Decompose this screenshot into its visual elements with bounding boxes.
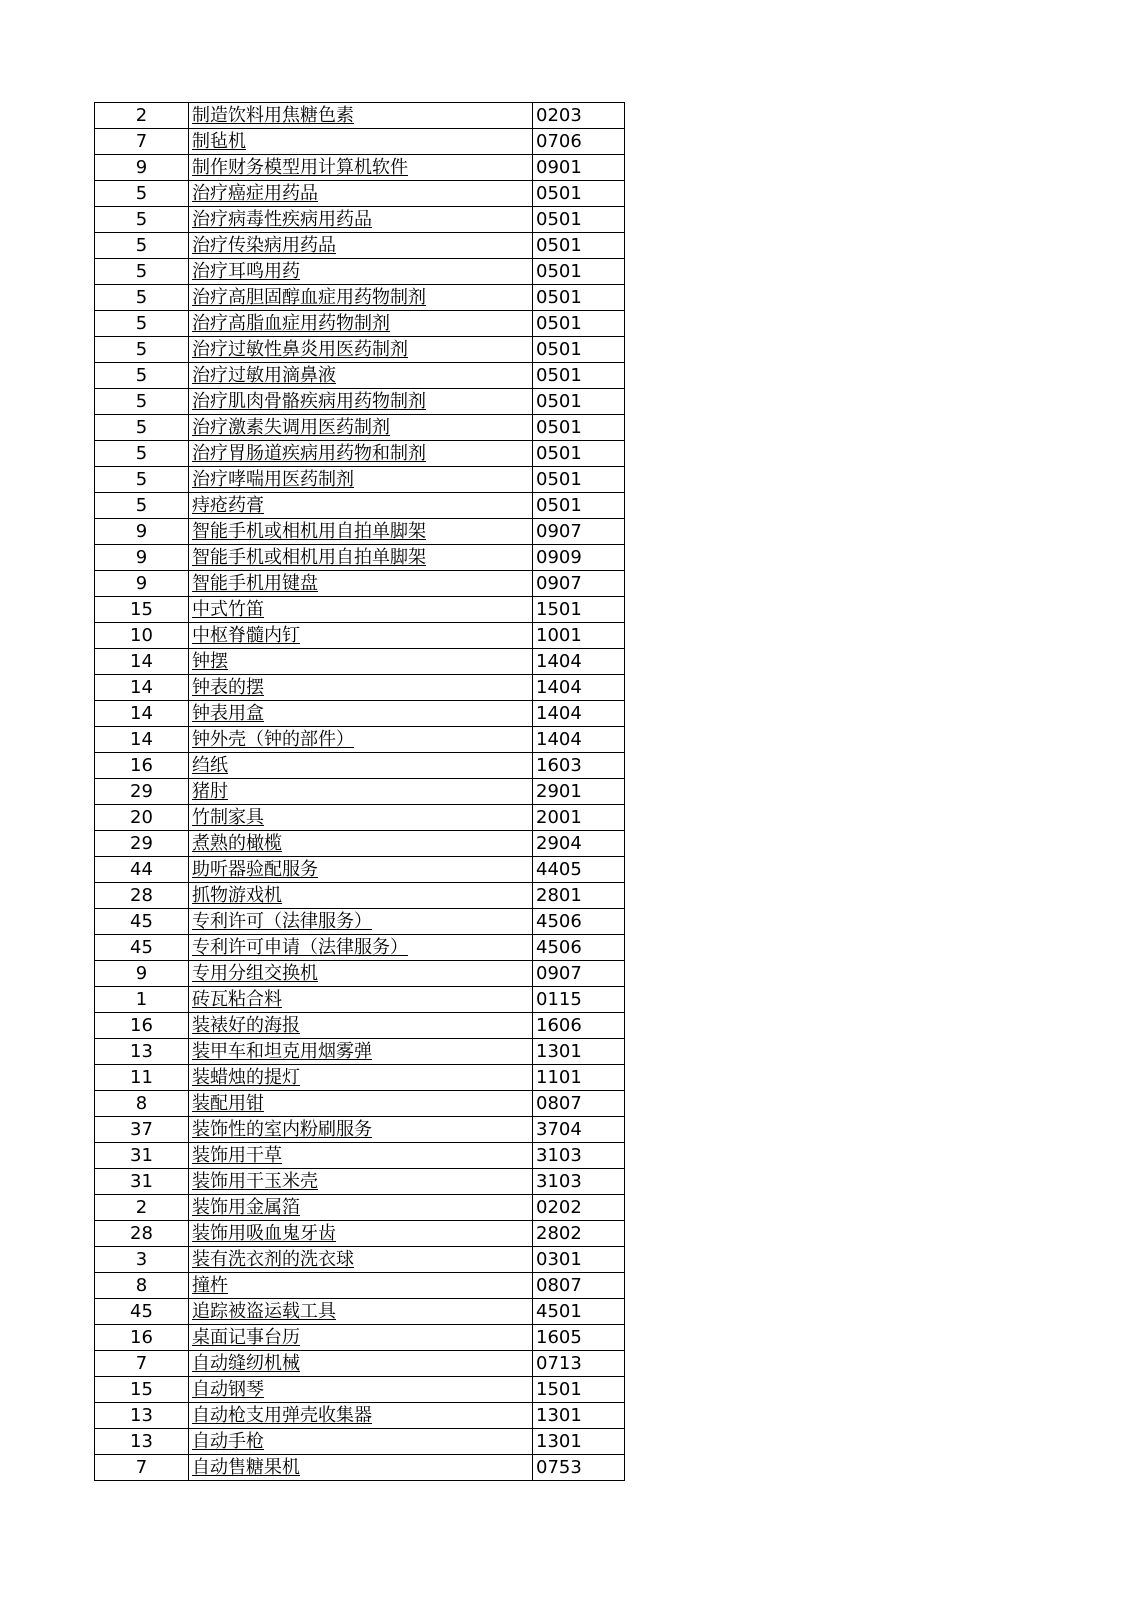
- goods-name-cell: 自动售糖果机: [189, 1455, 533, 1481]
- table-row: [95, 727, 625, 753]
- table-row: [95, 1455, 625, 1481]
- table-row: [95, 467, 625, 493]
- table-row: [95, 1169, 625, 1195]
- table-row: [95, 1039, 625, 1065]
- table-row: [95, 1377, 625, 1403]
- table-body: [95, 103, 625, 1481]
- class-number-cell: 11: [95, 1065, 189, 1091]
- goods-name-cell: 追踪被盗运载工具: [189, 1299, 533, 1325]
- table-row: [95, 935, 625, 961]
- table-row: [95, 1325, 625, 1351]
- group-code-cell: 0901: [533, 155, 625, 181]
- class-number-cell: 44: [95, 857, 189, 883]
- class-number-cell: 45: [95, 909, 189, 935]
- goods-name-cell: 助听器验配服务: [189, 857, 533, 883]
- class-number-cell: 14: [95, 649, 189, 675]
- group-code-cell: 4506: [533, 909, 625, 935]
- goods-name-cell: 治疗耳鸣用药: [189, 259, 533, 285]
- table-row: [95, 1403, 625, 1429]
- group-code-cell: 3103: [533, 1143, 625, 1169]
- group-code-cell: 1606: [533, 1013, 625, 1039]
- class-number-cell: 3: [95, 1247, 189, 1273]
- group-code-cell: 0713: [533, 1351, 625, 1377]
- class-number-cell: 37: [95, 1117, 189, 1143]
- group-code-cell: 0501: [533, 181, 625, 207]
- table-row: [95, 1013, 625, 1039]
- group-code-cell: 0501: [533, 285, 625, 311]
- goods-name-cell: 制作财务模型用计算机软件: [189, 155, 533, 181]
- table-row: [95, 623, 625, 649]
- group-code-cell: 0907: [533, 571, 625, 597]
- goods-name-cell: 钟表的摆: [189, 675, 533, 701]
- table-row: [95, 545, 625, 571]
- class-number-cell: 9: [95, 545, 189, 571]
- table-row: [95, 519, 625, 545]
- class-number-cell: 9: [95, 961, 189, 987]
- table-row: [95, 1143, 625, 1169]
- goods-name-cell: 砖瓦粘合料: [189, 987, 533, 1013]
- goods-name-cell: 钟摆: [189, 649, 533, 675]
- goods-name-cell: 制毡机: [189, 129, 533, 155]
- goods-name-cell: 专利许可（法律服务）: [189, 909, 533, 935]
- goods-name-cell: 抓物游戏机: [189, 883, 533, 909]
- group-code-cell: 1001: [533, 623, 625, 649]
- table-row: [95, 181, 625, 207]
- table-row: [95, 389, 625, 415]
- class-number-cell: 13: [95, 1039, 189, 1065]
- class-number-cell: 14: [95, 675, 189, 701]
- class-number-cell: 2: [95, 1195, 189, 1221]
- class-number-cell: 5: [95, 389, 189, 415]
- class-number-cell: 31: [95, 1169, 189, 1195]
- goods-name-cell: 专利许可申请（法律服务）: [189, 935, 533, 961]
- class-number-cell: 9: [95, 155, 189, 181]
- class-number-cell: 16: [95, 1013, 189, 1039]
- class-number-cell: 45: [95, 935, 189, 961]
- goods-name-cell: 绉纸: [189, 753, 533, 779]
- goods-name-cell: 自动枪支用弹壳收集器: [189, 1403, 533, 1429]
- goods-name-cell: 治疗高脂血症用药物制剂: [189, 311, 533, 337]
- group-code-cell: 1404: [533, 649, 625, 675]
- class-number-cell: 15: [95, 1377, 189, 1403]
- table-row: [95, 207, 625, 233]
- goods-name-cell: 桌面记事台历: [189, 1325, 533, 1351]
- goods-name-cell: 竹制家具: [189, 805, 533, 831]
- class-number-cell: 2: [95, 103, 189, 129]
- class-number-cell: 7: [95, 1455, 189, 1481]
- group-code-cell: 0907: [533, 961, 625, 987]
- group-code-cell: 1501: [533, 597, 625, 623]
- goods-name-cell: 治疗过敏性鼻炎用医药制剂: [189, 337, 533, 363]
- table-row: [95, 1247, 625, 1273]
- class-number-cell: 9: [95, 571, 189, 597]
- group-code-cell: 0501: [533, 363, 625, 389]
- goods-name-cell: 智能手机用键盘: [189, 571, 533, 597]
- goods-name-cell: 钟表用盒: [189, 701, 533, 727]
- table-row: [95, 701, 625, 727]
- table-row: [95, 675, 625, 701]
- table-row: [95, 1299, 625, 1325]
- class-number-cell: 5: [95, 207, 189, 233]
- table-row: [95, 805, 625, 831]
- group-code-cell: 0301: [533, 1247, 625, 1273]
- class-number-cell: 5: [95, 311, 189, 337]
- goods-name-cell: 装饰用吸血鬼牙齿: [189, 1221, 533, 1247]
- group-code-cell: 1603: [533, 753, 625, 779]
- table-row: [95, 311, 625, 337]
- group-code-cell: 1605: [533, 1325, 625, 1351]
- goods-name-cell: 痔疮药膏: [189, 493, 533, 519]
- group-code-cell: 0501: [533, 415, 625, 441]
- class-number-cell: 15: [95, 597, 189, 623]
- class-number-cell: 5: [95, 285, 189, 311]
- goods-name-cell: 中式竹笛: [189, 597, 533, 623]
- class-number-cell: 8: [95, 1091, 189, 1117]
- group-code-cell: 0501: [533, 259, 625, 285]
- class-number-cell: 5: [95, 493, 189, 519]
- goods-name-cell: 装蜡烛的提灯: [189, 1065, 533, 1091]
- group-code-cell: 0203: [533, 103, 625, 129]
- table-row: [95, 1351, 625, 1377]
- table-row: [95, 1117, 625, 1143]
- group-code-cell: 1404: [533, 675, 625, 701]
- goods-name-cell: 专用分组交换机: [189, 961, 533, 987]
- table-row: [95, 597, 625, 623]
- goods-name-cell: 治疗过敏用滴鼻液: [189, 363, 533, 389]
- table-row: [95, 1221, 625, 1247]
- group-code-cell: 4405: [533, 857, 625, 883]
- goods-name-cell: 装有洗衣剂的洗衣球: [189, 1247, 533, 1273]
- group-code-cell: 0202: [533, 1195, 625, 1221]
- group-code-cell: 0501: [533, 493, 625, 519]
- group-code-cell: 0115: [533, 987, 625, 1013]
- goods-name-cell: 智能手机或相机用自拍单脚架: [189, 519, 533, 545]
- class-number-cell: 16: [95, 753, 189, 779]
- class-number-cell: 10: [95, 623, 189, 649]
- goods-name-cell: 装饰用干玉米壳: [189, 1169, 533, 1195]
- table-row: [95, 493, 625, 519]
- class-number-cell: 8: [95, 1273, 189, 1299]
- class-number-cell: 5: [95, 441, 189, 467]
- group-code-cell: 0907: [533, 519, 625, 545]
- group-code-cell: 1301: [533, 1403, 625, 1429]
- class-number-cell: 14: [95, 701, 189, 727]
- goods-name-cell: 煮熟的橄榄: [189, 831, 533, 857]
- goods-name-cell: 自动钢琴: [189, 1377, 533, 1403]
- table-row: [95, 1065, 625, 1091]
- table-row: [95, 987, 625, 1013]
- class-number-cell: 5: [95, 337, 189, 363]
- table-row: [95, 233, 625, 259]
- table-row: [95, 337, 625, 363]
- goods-name-cell: 自动缝纫机械: [189, 1351, 533, 1377]
- class-number-cell: 28: [95, 883, 189, 909]
- table-row: [95, 831, 625, 857]
- goods-name-cell: 钟外壳（钟的部件）: [189, 727, 533, 753]
- group-code-cell: 4506: [533, 935, 625, 961]
- group-code-cell: 0807: [533, 1091, 625, 1117]
- class-number-cell: 29: [95, 831, 189, 857]
- class-number-cell: 45: [95, 1299, 189, 1325]
- group-code-cell: 0909: [533, 545, 625, 571]
- group-code-cell: 0501: [533, 467, 625, 493]
- goods-name-cell: 装配用钳: [189, 1091, 533, 1117]
- table-row: [95, 571, 625, 597]
- group-code-cell: 3103: [533, 1169, 625, 1195]
- group-code-cell: 0501: [533, 337, 625, 363]
- group-code-cell: 2802: [533, 1221, 625, 1247]
- group-code-cell: 0501: [533, 311, 625, 337]
- class-number-cell: 13: [95, 1429, 189, 1455]
- class-number-cell: 28: [95, 1221, 189, 1247]
- goods-name-cell: 智能手机或相机用自拍单脚架: [189, 545, 533, 571]
- table-row: [95, 1273, 625, 1299]
- goods-name-cell: 装甲车和坦克用烟雾弹: [189, 1039, 533, 1065]
- class-number-cell: 5: [95, 233, 189, 259]
- class-number-cell: 7: [95, 1351, 189, 1377]
- group-code-cell: 0501: [533, 233, 625, 259]
- goods-name-cell: 治疗癌症用药品: [189, 181, 533, 207]
- table-row: [95, 129, 625, 155]
- class-number-cell: 9: [95, 519, 189, 545]
- goods-name-cell: 撞杵: [189, 1273, 533, 1299]
- table-row: [95, 103, 625, 129]
- table-row: [95, 857, 625, 883]
- goods-name-cell: 猪肘: [189, 779, 533, 805]
- group-code-cell: 1301: [533, 1429, 625, 1455]
- class-number-cell: 5: [95, 363, 189, 389]
- group-code-cell: 0501: [533, 389, 625, 415]
- table-row: [95, 909, 625, 935]
- group-code-cell: 0807: [533, 1273, 625, 1299]
- class-number-cell: 16: [95, 1325, 189, 1351]
- class-number-cell: 29: [95, 779, 189, 805]
- group-code-cell: 2801: [533, 883, 625, 909]
- goods-name-cell: 治疗病毒性疾病用药品: [189, 207, 533, 233]
- group-code-cell: 1101: [533, 1065, 625, 1091]
- class-number-cell: 1: [95, 987, 189, 1013]
- group-code-cell: 2001: [533, 805, 625, 831]
- group-code-cell: 0753: [533, 1455, 625, 1481]
- group-code-cell: 2904: [533, 831, 625, 857]
- table-row: [95, 415, 625, 441]
- goods-name-cell: 治疗高胆固醇血症用药物制剂: [189, 285, 533, 311]
- goods-name-cell: 装饰性的室内粉刷服务: [189, 1117, 533, 1143]
- group-code-cell: 1404: [533, 701, 625, 727]
- goods-name-cell: 装饰用干草: [189, 1143, 533, 1169]
- table-row: [95, 779, 625, 805]
- table-row: [95, 961, 625, 987]
- group-code-cell: 0501: [533, 441, 625, 467]
- goods-name-cell: 治疗肌肉骨骼疾病用药物制剂: [189, 389, 533, 415]
- group-code-cell: 0501: [533, 207, 625, 233]
- goods-name-cell: 治疗哮喘用医药制剂: [189, 467, 533, 493]
- table-row: [95, 883, 625, 909]
- table-row: [95, 285, 625, 311]
- table-row: [95, 259, 625, 285]
- goods-name-cell: 制造饮料用焦糖色素: [189, 103, 533, 129]
- class-number-cell: 5: [95, 467, 189, 493]
- class-number-cell: 7: [95, 129, 189, 155]
- table-row: [95, 649, 625, 675]
- group-code-cell: 0706: [533, 129, 625, 155]
- class-number-cell: 20: [95, 805, 189, 831]
- table-row: [95, 1429, 625, 1455]
- table-row: [95, 1091, 625, 1117]
- group-code-cell: 3704: [533, 1117, 625, 1143]
- class-number-cell: 31: [95, 1143, 189, 1169]
- class-number-cell: 5: [95, 415, 189, 441]
- goods-name-cell: 治疗胃肠道疾病用药物和制剂: [189, 441, 533, 467]
- class-number-cell: 5: [95, 259, 189, 285]
- class-number-cell: 14: [95, 727, 189, 753]
- group-code-cell: 1501: [533, 1377, 625, 1403]
- goods-name-cell: 治疗激素失调用医药制剂: [189, 415, 533, 441]
- group-code-cell: 4501: [533, 1299, 625, 1325]
- class-number-cell: 5: [95, 181, 189, 207]
- table-row: [95, 1195, 625, 1221]
- group-code-cell: 2901: [533, 779, 625, 805]
- table-row: [95, 155, 625, 181]
- goods-table: [94, 102, 625, 1481]
- group-code-cell: 1301: [533, 1039, 625, 1065]
- table-row: [95, 753, 625, 779]
- table-row: [95, 441, 625, 467]
- class-number-cell: 13: [95, 1403, 189, 1429]
- goods-name-cell: 装饰用金属箔: [189, 1195, 533, 1221]
- goods-name-cell: 治疗传染病用药品: [189, 233, 533, 259]
- goods-name-cell: 装裱好的海报: [189, 1013, 533, 1039]
- goods-name-cell: 中枢脊髓内钉: [189, 623, 533, 649]
- group-code-cell: 1404: [533, 727, 625, 753]
- goods-name-cell: 自动手枪: [189, 1429, 533, 1455]
- table-row: [95, 363, 625, 389]
